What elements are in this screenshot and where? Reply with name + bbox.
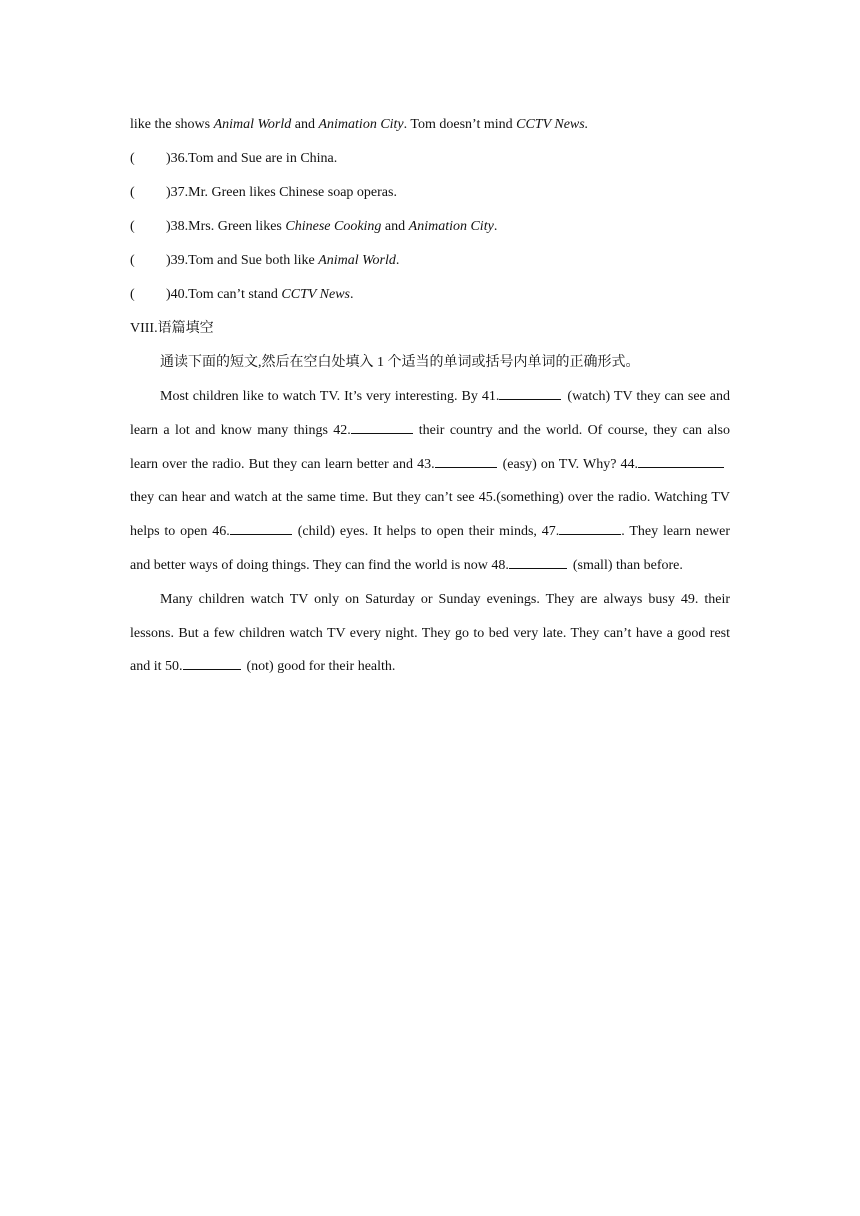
question-39 [130,244,730,278]
question-text: )39.Tom and Sue both like [166,253,319,268]
question-40 [130,278,730,312]
show-title: Animation City [408,219,494,234]
question-36 [130,142,730,176]
show-title: Chinese Cooking [285,219,382,234]
question-38 [130,210,730,244]
passage-text: (easy) on TV. Why? 44. [502,456,639,472]
blank-44[interactable] [638,453,724,468]
question-text: . [493,219,498,234]
blank-42[interactable] [351,419,413,434]
passage-text: Many children watch TV only on Saturday or Sunday evenings. They are always busy 49. their lessons. But a few children watch TV every night. They go to bed very late. They can’t have a good rest and it 50. [130,591,730,675]
intro-text: and [291,117,319,132]
answer-bracket: ( [130,219,135,234]
passage-paragraph-1 [130,380,730,583]
question-text: )37.Mr. Green likes Chinese soap operas. [166,185,397,200]
answer-bracket: ( [130,287,135,302]
blank-48[interactable] [509,554,567,569]
passage-text: (child) eyes. It helps to open their minds, 47. [297,524,560,540]
show-title: Animal World [318,253,396,268]
passage-paragraph-2 [130,583,730,684]
show-title: CCTV News [281,287,351,302]
question-text: . [350,287,354,302]
blank-41[interactable] [499,385,561,400]
document-page [130,108,730,684]
blank-50[interactable] [183,655,241,670]
intro-line [130,108,730,142]
passage-text: they can hear and watch at the same time. But they can’t see 45.(something) over the radio. Watching TV helps to open 46. [130,490,730,540]
answer-bracket: ( [130,185,135,200]
answer-bracket: ( [130,151,135,166]
passage-text: (not) good for their health. [246,659,396,675]
show-title: Animal World [213,117,292,132]
blank-46[interactable] [230,520,292,535]
intro-text: like the shows [130,117,214,132]
show-title: CCTV News. [516,117,589,132]
question-37 [130,176,730,210]
question-text: )36.Tom and Sue are in China. [166,151,338,166]
passage-text: . They learn newer and better ways of doing things. They can find the world is now 48. [130,524,730,573]
question-text: )40.Tom can’t stand [166,287,282,302]
section-heading: VIII.语篇填空 [130,321,214,336]
show-title: Animation City [318,117,404,132]
passage-text: their country and the world. Of course, they can also learn over the radio. But they can learn better and 43. [130,422,730,472]
question-text: and [381,219,409,234]
question-text: . [395,253,400,268]
question-text: )38.Mrs. Green likes [166,219,286,234]
passage-text: (small) than before. [572,557,683,573]
section-instruction: 通读下面的短文,然后在空白处填入 1 个适当的单词或括号内单词的正确形式。 [160,355,640,370]
blank-43[interactable] [435,453,497,468]
passage-text: (watch) TV they can see and learn a lot and know many things 42. [130,389,730,438]
passage-text: Most children like to watch TV. It’s very interesting. By 41. [160,389,500,404]
intro-text: . Tom doesn’t mind [403,117,517,132]
blank-47[interactable] [559,520,621,535]
answer-bracket: ( [130,253,135,268]
